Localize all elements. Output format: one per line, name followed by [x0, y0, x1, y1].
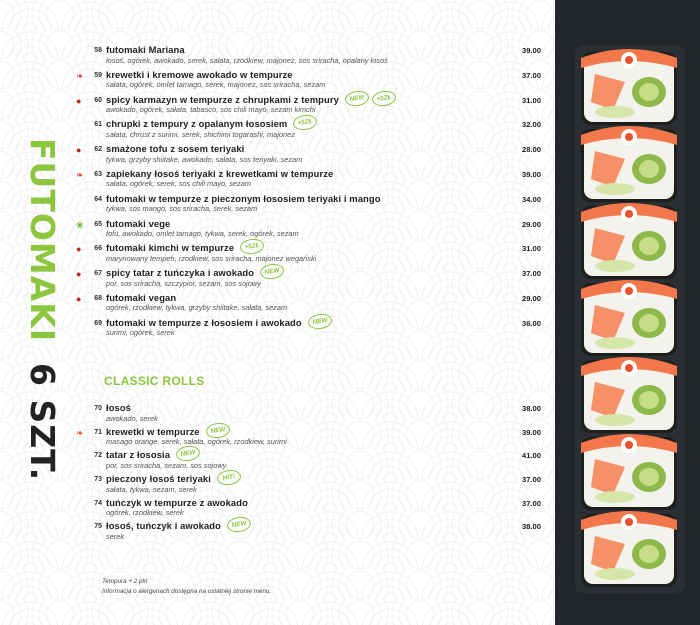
item-number: 64	[94, 195, 102, 203]
item-name: chrupki z tempury z opalanym łososiem	[106, 118, 288, 130]
item-ingredients: awokado, ogórek, sałata, tabasco, sos chili mayo, sezam kimchi	[106, 105, 316, 115]
item-name: łosoś	[106, 402, 131, 413]
item-name: pieczony łosoś teriyaki	[106, 473, 211, 485]
item-name: zapiekany łosoś teriyaki z krewetkami w tempurze	[106, 167, 334, 179]
chili-icon: ●	[76, 269, 82, 280]
item-name: krewetki i kremowe awokado w tempurze	[106, 68, 293, 80]
item-badge: NEW	[344, 89, 370, 107]
item-name: tatar z łososia	[106, 449, 171, 461]
item-ingredients: surimi, ogórek, serek	[106, 328, 175, 338]
item-name: futomaki w tempurze z łososiem i awokado	[106, 316, 302, 328]
item-ingredients: sałata, tykwa, sezam, serek	[106, 484, 197, 494]
footer-notes	[102, 577, 271, 597]
sushi-roll-slice	[581, 434, 677, 510]
item-ingredients: ogórek, rzodkiew, serek	[106, 508, 184, 518]
item-name: futomaki kimchi w tempurze	[106, 242, 235, 254]
menu-item	[86, 402, 541, 426]
item-price: 38.00	[521, 404, 541, 413]
item-number: 59	[94, 71, 102, 79]
sushi-roll-slice	[581, 203, 677, 279]
menu-item	[86, 44, 541, 69]
menu-item	[76, 68, 541, 94]
item-number: 68	[94, 294, 102, 302]
item-price: 31.00	[521, 95, 541, 105]
item-price: 39.00	[521, 46, 541, 55]
chili-icon: ●	[76, 293, 82, 304]
item-name: futomaki vege	[106, 217, 171, 229]
menu-item	[86, 193, 541, 218]
item-price: 29.00	[521, 293, 541, 303]
shrimp-icon: ❧	[76, 169, 84, 180]
item-ingredients: masago orange, serek, sałata, ogórek, rzodkiew, surimi	[106, 437, 287, 447]
item-price: 36.00	[521, 318, 541, 328]
item-number: 75	[94, 523, 102, 531]
item-price: 31.00	[521, 244, 541, 254]
item-name: spicy karmazyn w tempurze z chrupkami z tempury	[106, 93, 339, 105]
item-price: 41.00	[521, 451, 541, 461]
item-badge: NEW	[205, 421, 231, 439]
item-ingredients: sałata, ogórek, omlet tamago, serek, majonez, sos sriracha, sezam	[106, 80, 326, 90]
item-ingredients: marynowany tempeh, rzodkiew, sos sriracha, majonez wegański	[106, 253, 317, 263]
item-name: futomaki Mariana	[106, 44, 185, 55]
item-ingredients: tykwa, sos mango, sos sriracha, serek, sezam	[106, 204, 258, 214]
item-price: 37.00	[521, 269, 541, 279]
sushi-roll-slice	[581, 357, 677, 433]
title-word: FUTOMAKI	[23, 138, 62, 343]
item-ingredients: ogórek, rzodkiew, tykwa, grzyby shiitake, sałata, sezam	[106, 303, 288, 313]
item-badge: NEW	[226, 516, 252, 534]
menu-item	[76, 242, 541, 267]
item-ingredients: awokado, serek	[106, 413, 158, 423]
menu-item	[76, 93, 541, 119]
item-number: 62	[94, 146, 102, 154]
menu-item	[86, 520, 541, 544]
item-price: 39.00	[521, 427, 541, 437]
item-badge: +5ZŁ	[292, 114, 318, 132]
item-ingredients: łosoś, ogórek, awokado, serek, sałata, rzodkiew, majonez, sos sriracha, opalany łosoś	[106, 55, 388, 65]
shrimp-icon: ❧	[76, 70, 84, 81]
item-badge: +5ZŁ	[239, 238, 265, 256]
footer-allergen-note: Informacja o alergenach dostępna na ostatniej stronie menu.	[102, 588, 272, 595]
item-badge: NEW	[307, 312, 333, 330]
leaf-icon: ❀	[76, 219, 84, 230]
sushi-roll-slice	[581, 126, 677, 202]
menu-item	[76, 167, 541, 193]
item-number: 60	[94, 96, 102, 104]
item-number: 65	[94, 220, 102, 228]
item-name: krewetki w tempurze	[106, 425, 200, 437]
chili-icon: ●	[76, 145, 82, 156]
item-number: 73	[94, 476, 102, 484]
item-badge: NEW	[175, 445, 201, 463]
item-ingredients: tofu, awokado, omlet tamago, tykwa, serek, ogórek, sezam	[106, 229, 299, 239]
item-price: 37.00	[521, 475, 541, 485]
futomaki-list	[76, 44, 541, 342]
item-ingredients: sałata, ogórek, serek, sos chili mayo, sezam	[106, 179, 251, 189]
menu-item	[76, 143, 541, 168]
item-price: 32.00	[521, 120, 541, 130]
item-name: futomaki vegan	[106, 291, 177, 303]
item-ingredients: por, sos sriracha, szczypior, sezam, sos sojowy	[106, 278, 261, 288]
menu-item	[86, 118, 541, 143]
menu-item	[76, 217, 541, 243]
item-price: 29.00	[521, 219, 541, 229]
footer-tempura-note: Tempura + 2 pln	[102, 578, 148, 585]
item-number: 61	[94, 121, 102, 129]
item-ingredients: por, sos sriracha, sezam, sos sojowy	[106, 460, 227, 470]
item-number: 70	[94, 405, 102, 412]
item-price: 37.00	[521, 498, 541, 508]
menu-item	[86, 497, 541, 521]
sushi-roll-slice	[581, 280, 677, 356]
menu-item	[86, 317, 541, 342]
futomaki-rolls-image	[555, 0, 700, 625]
item-ingredients: tykwa, grzyby shiitake, awokado, sałata, sos teriyaki, sezam	[106, 154, 303, 164]
item-badge: +5ZŁ	[371, 89, 397, 107]
item-ingredients: serek	[106, 531, 125, 541]
item-name: smażone tofu z sosem teriyaki	[106, 143, 245, 155]
item-name: futomaki w tempurze z pieczonym łososiem teriyaki i mango	[106, 192, 381, 204]
classic-rolls-list	[76, 402, 541, 544]
menu-item	[86, 473, 541, 497]
vertical-page-title	[14, 138, 70, 498]
item-number: 69	[94, 319, 102, 327]
chili-icon: ●	[76, 244, 82, 255]
item-price: 38.00	[521, 522, 541, 532]
title-count: 6 SZT.	[23, 362, 62, 481]
chili-icon: ●	[76, 95, 82, 106]
menu-item	[76, 267, 541, 292]
item-name: tuńczyk w tempurze z awokado	[106, 496, 248, 508]
sushi-roll-slice	[581, 49, 677, 125]
item-badge: HIT!	[216, 468, 242, 486]
item-name: łosoś, tuńczyk i awokado	[106, 520, 221, 532]
item-price: 34.00	[521, 194, 541, 204]
menu-item	[76, 291, 541, 317]
item-name: spicy tatar z tuńczyka i awokado	[106, 267, 255, 279]
item-number: 66	[94, 245, 102, 253]
item-price: 28.00	[521, 145, 541, 155]
item-price: 37.00	[521, 70, 541, 80]
item-price: 39.00	[521, 169, 541, 179]
menu-item	[86, 449, 541, 473]
item-number: 67	[94, 270, 102, 278]
sushi-photo-panel	[555, 0, 700, 625]
section-title-classic-rolls: CLASSIC ROLLS	[104, 374, 205, 388]
item-number: 72	[94, 452, 102, 460]
item-number: 58	[94, 47, 102, 54]
item-number: 63	[94, 170, 102, 178]
item-ingredients: sałata, chrust z surimi, serek, shichimi togarashi, majonez	[106, 129, 295, 139]
item-number: 71	[94, 428, 102, 436]
item-number: 74	[94, 499, 102, 507]
item-badge: NEW	[259, 263, 285, 281]
shrimp-icon: ❧	[76, 427, 84, 438]
sushi-roll-slice	[581, 511, 677, 587]
menu-item	[76, 425, 541, 450]
